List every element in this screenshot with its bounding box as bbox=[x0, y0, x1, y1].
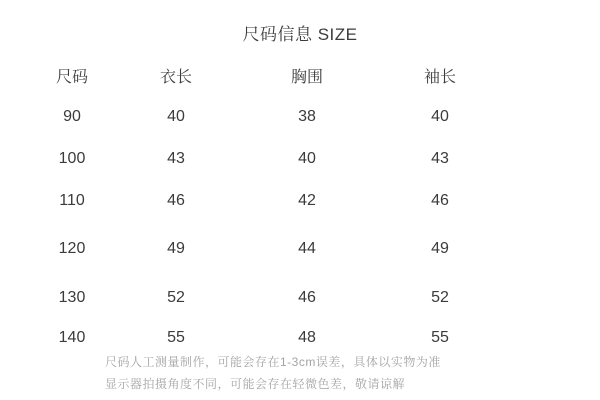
cell-length: 52 bbox=[167, 289, 185, 306]
cell-sleeve: 49 bbox=[431, 240, 449, 257]
cell-sleeve: 40 bbox=[431, 108, 449, 125]
table-row bbox=[0, 192, 600, 210]
cell-size: 110 bbox=[59, 192, 85, 209]
column-header-sleeve: 袖长 bbox=[423, 69, 457, 86]
cell-size: 130 bbox=[58, 289, 86, 306]
table-row bbox=[0, 108, 600, 126]
cell-chest: 38 bbox=[298, 108, 316, 125]
table-row bbox=[0, 150, 600, 168]
cell-size: 100 bbox=[58, 150, 86, 167]
cell-length: 43 bbox=[167, 150, 185, 167]
cell-length: 40 bbox=[167, 108, 185, 125]
table-row bbox=[0, 289, 600, 307]
column-header-size: 尺码 bbox=[55, 69, 89, 86]
cell-chest: 44 bbox=[298, 240, 316, 257]
cell-length: 55 bbox=[167, 329, 185, 346]
column-header-length: 衣长 bbox=[159, 69, 193, 86]
table-header-row bbox=[0, 64, 600, 86]
page-title: 尺码信息 SIZE bbox=[242, 25, 358, 44]
cell-size: 140 bbox=[58, 329, 86, 346]
cell-length: 46 bbox=[167, 192, 185, 209]
cell-sleeve: 43 bbox=[431, 150, 449, 167]
column-header-chest: 胸围 bbox=[290, 69, 324, 86]
table-row bbox=[0, 240, 600, 258]
cell-chest: 48 bbox=[298, 329, 316, 346]
footnote-line-color: 显示器拍摄角度不同，可能会存在轻微色差，敬请谅解 bbox=[105, 377, 406, 391]
cell-sleeve: 46 bbox=[431, 192, 449, 209]
footnote-block bbox=[105, 351, 441, 395]
cell-sleeve: 52 bbox=[431, 289, 449, 306]
cell-size: 90 bbox=[63, 108, 81, 125]
cell-chest: 46 bbox=[298, 289, 316, 306]
cell-length: 49 bbox=[167, 240, 185, 257]
footnote-line-measurement: 尺码人工测量制作，可能会存在1-3cm误差，具体以实物为准 bbox=[105, 355, 441, 369]
cell-chest: 40 bbox=[298, 150, 316, 167]
cell-sleeve: 55 bbox=[431, 329, 449, 346]
cell-chest: 42 bbox=[298, 192, 316, 209]
table-row bbox=[0, 329, 600, 347]
cell-size: 120 bbox=[58, 240, 86, 257]
